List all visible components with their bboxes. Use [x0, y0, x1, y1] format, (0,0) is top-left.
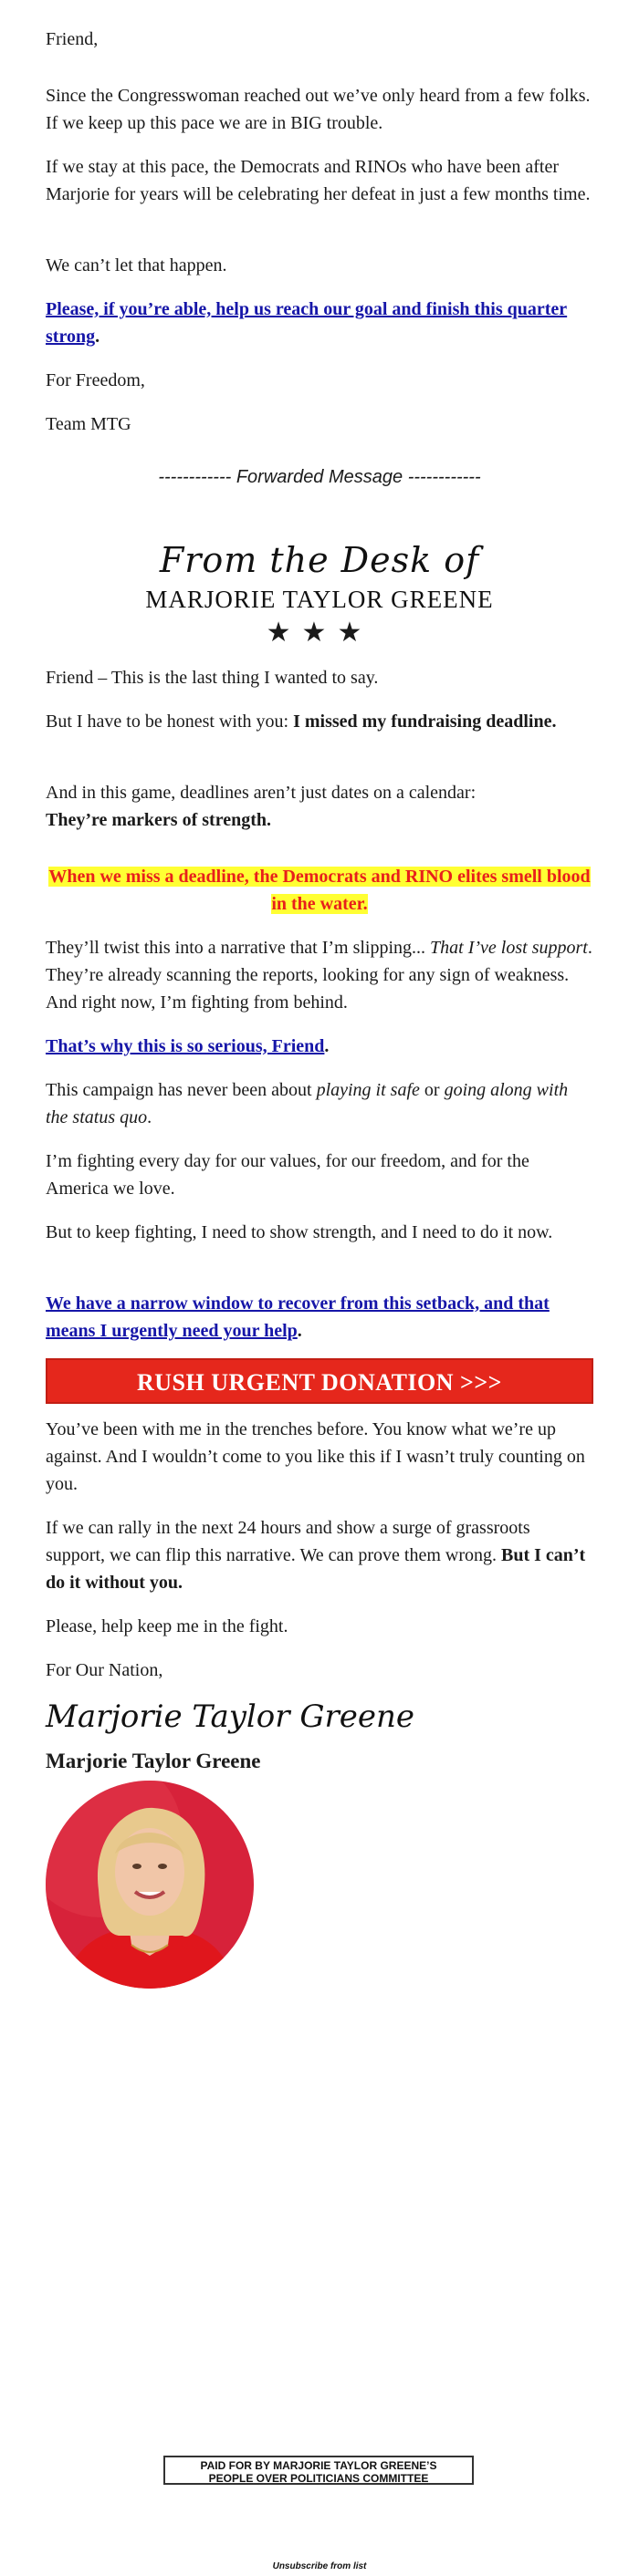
rush-donation-button[interactable]: RUSH URGENT DONATION >>> [46, 1358, 593, 1404]
highlight-callout [46, 863, 593, 918]
unsubscribe-link[interactable]: Unsubscribe from list [272, 2561, 367, 2571]
letter-p5-italic-2: going along with the status quo [46, 1080, 569, 1127]
intro-paragraph-3: We can’t let that happen. [46, 255, 227, 275]
letter-p4-italic: That I’ve lost support [430, 938, 588, 958]
letter-link-paragraph-1: That’s why this is so serious, Friend. [46, 1036, 330, 1056]
greeting: Friend, [46, 29, 99, 49]
portrait-illustration [46, 1781, 254, 1989]
letter-p4-text: They’ll twist this into a narrative that I’m slipping... [46, 938, 431, 958]
intro-closing: For Freedom, [46, 370, 145, 390]
paid-line-2: PEOPLE OVER POLITICIANS COMMITTEE [208, 2472, 429, 2485]
forwarded-message-divider: ------------ Forwarded Message ------------ [158, 467, 481, 487]
intro-paragraph-1: Since the Congresswoman reached out we’ve only heard from a few folks. If we keep up this pace we are in BIG trouble. [46, 86, 591, 133]
paid-for-disclaimer [163, 2456, 474, 2485]
letter-paragraph-7: But to keep fighting, I need to show strength, and I need to do it now. [46, 1222, 553, 1242]
letter-p9-bold: But I can’t do it without you. [46, 1545, 586, 1593]
serious-link[interactable]: That’s why this is so serious, Friend [46, 1036, 325, 1056]
desk-name-heading: MARJORIE TAYLOR GREENE [145, 586, 494, 613]
paid-line-1: PAID FOR BY MARJORIE TAYLOR GREENE’S [200, 2459, 437, 2472]
from-the-desk-heading: From the Desk of [159, 540, 480, 580]
signature-image: Marjorie Taylor Greene [46, 1698, 414, 1735]
letter-paragraph-3 [46, 779, 593, 834]
highlight-text: When we miss a deadline, the Democrats and RINO elites smell blood in the water. [48, 867, 591, 914]
letter-p3-text: And in this game, deadlines aren’t just dates on a calendar: [46, 783, 477, 803]
letter-paragraph-9 [46, 1514, 593, 1596]
intro-paragraph-2: If we stay at this pace, the Democrats and RINOs who have been after Marjorie for years will be celebrating her defeat in just a few months time. [46, 157, 591, 204]
intro-link-paragraph: Please, if you’re able, help us reach our goal and finish this quarter strong. [46, 299, 568, 347]
letter-p5-italic-1: playing it safe [316, 1080, 420, 1100]
urgent-help-link[interactable]: We have a narrow window to recover from this setback, and that means I urgently need your help [46, 1293, 550, 1341]
letter-paragraph-4 [46, 934, 593, 1016]
signer-name: Marjorie Taylor Greene [46, 1750, 261, 1772]
letter-p5-text: This campaign has never been about [46, 1080, 317, 1100]
letter-paragraph-2 [46, 708, 593, 735]
letter-paragraph-6: I’m fighting every day for our values, for our freedom, and for the America we love. [46, 1151, 529, 1199]
letter-link-paragraph-2: We have a narrow window to recover from this setback, and that means I urgently need your help. [46, 1293, 550, 1341]
letter-paragraph-10: Please, help keep me in the fight. [46, 1616, 288, 1636]
letter-p4-post: . They’re already scanning the reports, looking for any sign of weakness. And right now, I’m fighting from behind. [46, 938, 592, 1013]
letter-p2-text: But I have to be honest with you: [46, 712, 294, 732]
letter-p9-text: If we can rally in the next 24 hours and show a surge of grassroots support, we can flip this narrative. We can prove them wrong. [46, 1518, 530, 1565]
intro-donate-link[interactable]: Please, if you’re able, help us reach our goal and finish this quarter strong [46, 299, 568, 347]
intro-signoff: Team MTG [46, 414, 131, 434]
letter-paragraph-1: Friend – This is the last thing I wanted to say. [46, 668, 379, 688]
letter-paragraph-8: You’ve been with me in the trenches before. You know what we’re up against. And I wouldn’t come to you like this if I wasn’t truly counting on you. [46, 1419, 585, 1494]
letter-p2-bold: I missed my fundraising deadline. [293, 712, 557, 732]
letter-p5-mid: or [419, 1080, 445, 1100]
stars-icon: ★★★ [266, 618, 373, 648]
portrait-photo [46, 1781, 254, 1989]
letter-closing: For Our Nation, [46, 1660, 163, 1680]
letter-p3-bold: They’re markers of strength. [46, 810, 271, 830]
letter-paragraph-5: This campaign has never been about playing it safe or going along with the status quo. [46, 1080, 569, 1127]
